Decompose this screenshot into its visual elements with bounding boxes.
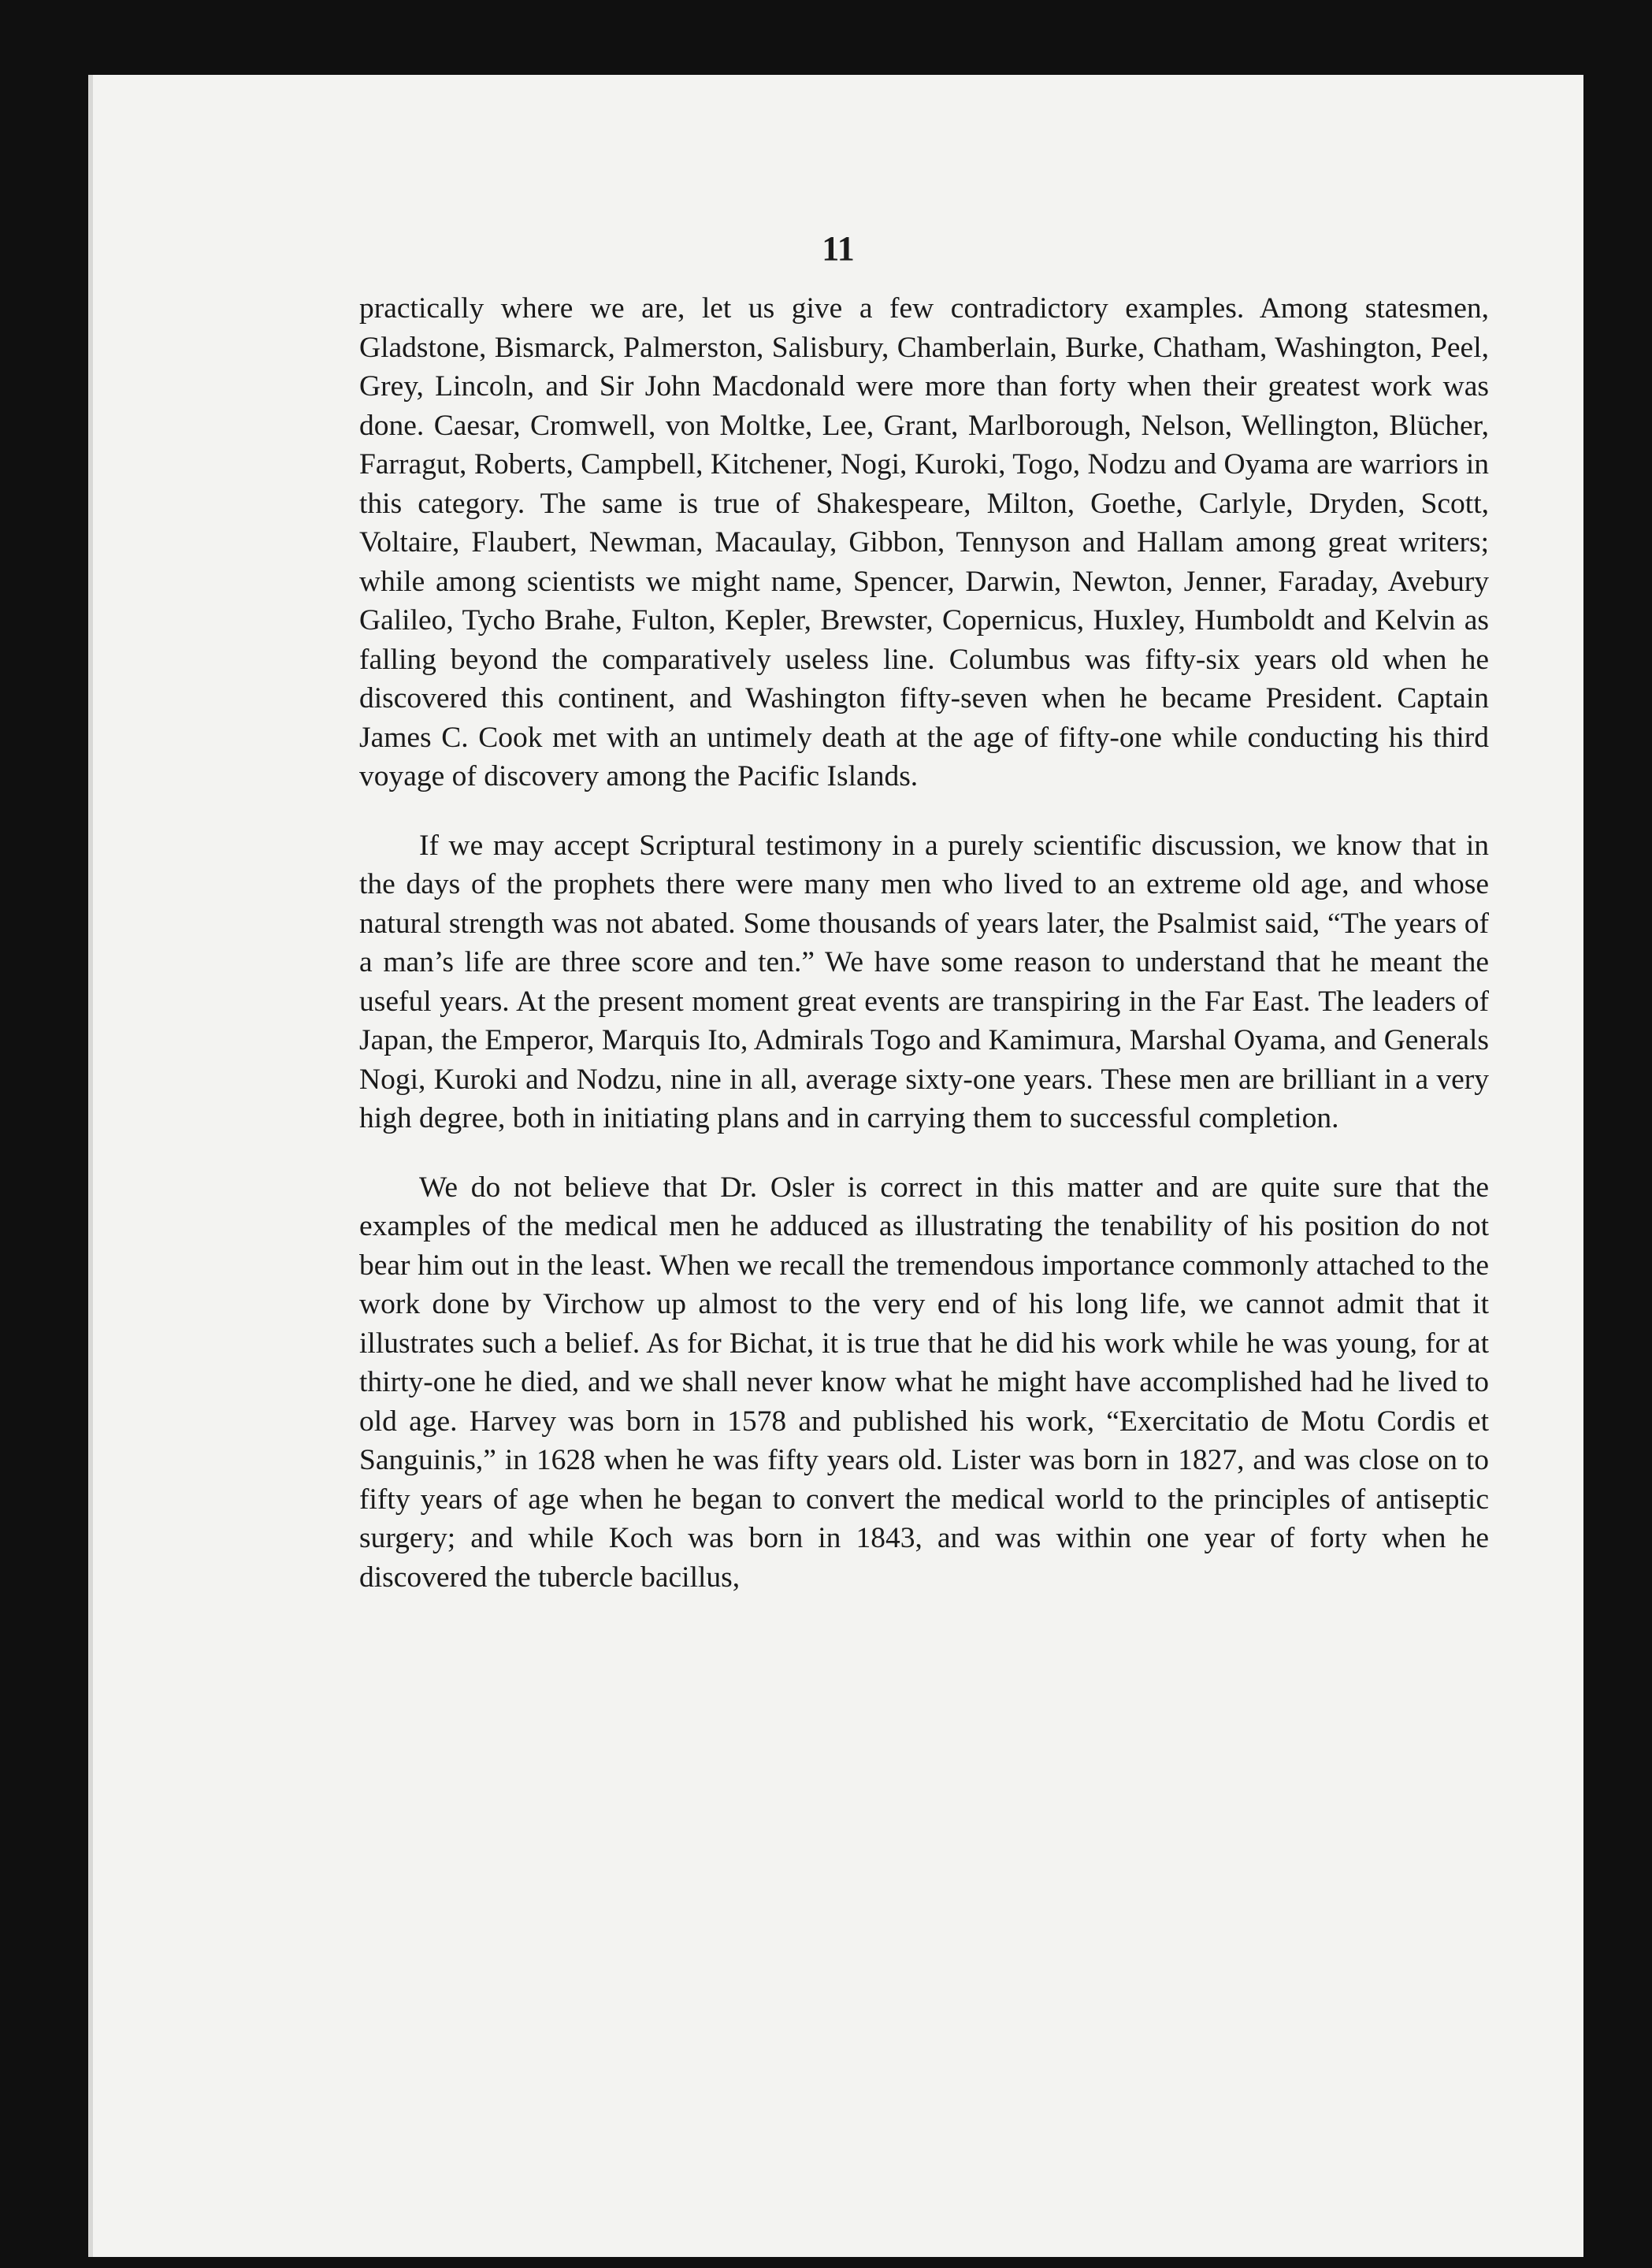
paragraph-3: We do not believe that Dr. Osler is correct in this matter and are quite sure that the examples of the medical men he adduced as illustrating the tenability of his position do not bear him out in the least. When we recall the tremendous importance commonly attached to the work done by Virchow up almost to the very end of his long life, we cannot admit that it illustrates such a belief. As for Bichat, it is true that he did his work while he was young, for at thirty-one he died, and we shall never know what he might have accomplished had he lived to old age. Harvey was born in 1578 and published his work, “Exercitatio de Motu Cordis et Sanguinis,” in 1628 when he was fifty years old. Lister was born in 1827, and was close on to fifty years of age when he began to convert the medical world to the principles of antiseptic surgery; and while Koch was born in 1843, and was within one year of forty when he discovered the tubercle bacillus, [359, 1171, 1489, 1594]
book-page [88, 75, 1583, 2257]
page-number: 11 [822, 229, 855, 268]
paragraph-1: practically where we are, let us give a few contradictory examples. Among statesmen, Gladstone, Bismarck, Palmerston, Salisbury, Chamberlain, Burke, Chatham, Washington, Peel, Grey, Lincoln, and Sir John Macdonald were more than forty when their greatest work was done. Caesar, Cromwell, von Moltke, Lee, Grant, Marlborough, Nelson, Wellington, Blücher, Farragut, Roberts, Campbell, Kitchener, Nogi, Kuroki, Togo, Nodzu and Oyama are warriors in this category. The same is true of Shakespeare, Milton, Goethe, Carlyle, Dryden, Scott, Voltaire, Flaubert, Newman, Macaulay, Gibbon, Tennyson and Hallam among great writers; while among scientists we might name, Spencer, Darwin, Newton, Jenner, Faraday, Avebury Galileo, Tycho Brahe, Fulton, Kepler, Brewster, Copernicus, Huxley, Humboldt and Kelvin as falling beyond the comparatively useless line. Columbus was fifty-six years old when he discovered this continent, and Washington fifty-seven when he became President. Captain James C. Cook met with an untimely death at the age of fifty-one while conducting his third voyage of discovery among the Pacific Islands. [359, 292, 1489, 793]
paragraph-2: If we may accept Scriptural testimony in a purely scientific discussion, we know that in the days of the prophets there were many men who lived to an extreme old age, and whose natural strength was not abated. Some thousands of years later, the Psalmist said, “The years of a man’s life are three score and ten.” We have some reason to understand that he meant the useful years. At the present moment great events are transpiring in the Far East. The leaders of Japan, the Emperor, Marquis Ito, Admirals Togo and Kamimura, Marshal Oyama, and Generals Nogi, Kuroki and Nodzu, nine in all, average sixty-one years. These men are brilliant in a very high degree, both in initiating plans and in carrying them to successful completion. [359, 829, 1489, 1134]
body-text [359, 289, 1489, 1627]
